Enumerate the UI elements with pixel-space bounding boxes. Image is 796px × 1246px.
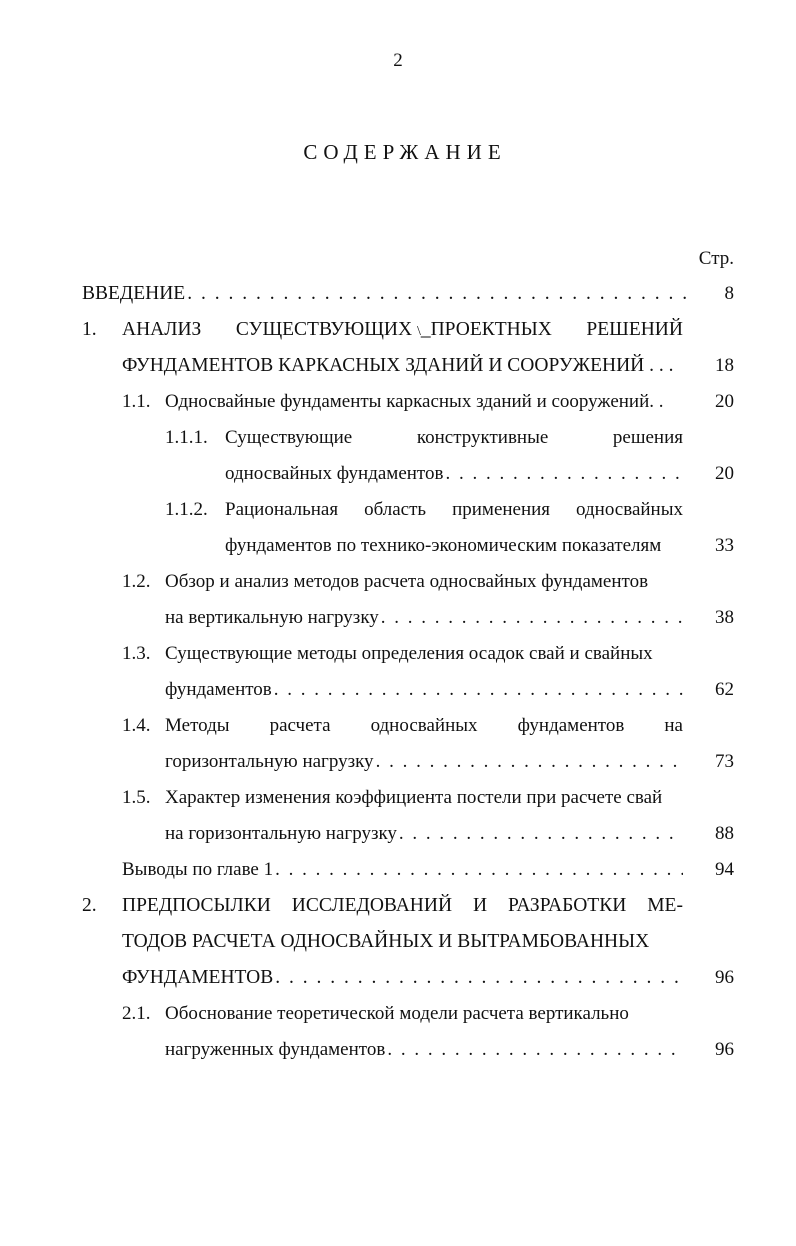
toc-entry-2-1-line-2 — [165, 1036, 683, 1064]
toc-entry-page: 88 — [715, 823, 734, 844]
toc-entry-text: ФУНДАМЕНТОВ — [122, 967, 274, 988]
toc-entry-number: 1.3. — [122, 643, 151, 664]
toc-entry-page: 73 — [715, 751, 734, 772]
toc-entry-conclusions-1[interactable] — [122, 856, 683, 884]
toc-entry-text: Характер изменения коэффициента постели при расчете свай — [165, 787, 663, 808]
word-3: И — [472, 895, 488, 916]
toc-entry-number: 2. — [82, 895, 97, 916]
toc-entry-text — [122, 892, 683, 920]
toc-entry-1-3-line-2 — [165, 676, 683, 704]
toc-entry-text — [225, 496, 683, 524]
dot-leader — [399, 820, 683, 848]
toc-entry-text: Обзор и анализ методов расчета односвайных фундаментов — [165, 571, 649, 592]
toc-entry-page: 38 — [715, 607, 734, 628]
toc-title: СОДЕРЖАНИЕ — [303, 140, 507, 164]
dot-leader — [387, 1036, 683, 1064]
dot-leader — [274, 676, 683, 704]
toc-entry-number: 1.1.1. — [165, 427, 208, 448]
toc-entry-text: фундаментов по технико-экономическим показателям — [225, 535, 662, 556]
toc-entry-text: нагруженных фундаментов — [165, 1039, 386, 1060]
word-2: область — [364, 499, 427, 520]
toc-entry-1-4[interactable] — [122, 712, 683, 740]
word-2: конструктивные — [416, 427, 549, 448]
toc-entry-1-2-line-2 — [165, 604, 683, 632]
toc-entry-number: 1.1. — [122, 391, 151, 412]
toc-entry-text — [225, 424, 683, 452]
toc-entry-chapter-1-line-2 — [122, 352, 683, 380]
toc-entry-text: на вертикальную нагрузку — [165, 607, 379, 628]
toc-entry-text: ТОДОВ РАСЧЕТА ОДНОСВАЙНЫХ И ВЫТРАМБОВАННЫХ — [122, 931, 650, 952]
toc-entry-text: ВВЕДЕНИЕ — [82, 283, 186, 304]
toc-entry-number: 1. — [82, 319, 97, 340]
word-1: Рациональная — [225, 499, 339, 520]
toc-entry-text: на горизонтальную нагрузку — [165, 823, 397, 844]
toc-entry-page: 20 — [715, 463, 734, 484]
toc-entry-page: 20 — [715, 391, 734, 412]
toc-entry-text: ФУНДАМЕНТОВ КАРКАСНЫХ ЗДАНИЙ И СООРУЖЕНИЙ . . . — [122, 355, 674, 376]
toc-entry-text: односвайных фундаментов — [225, 463, 444, 484]
word-4: РАЗРАБОТКИ — [507, 895, 627, 916]
word-1: ПРЕДПОСЫЛКИ — [122, 895, 271, 916]
dot-leader — [376, 748, 683, 776]
word-4: фундаментов — [517, 715, 625, 736]
toc-entry-chapter-2-line-3 — [122, 964, 683, 992]
toc-entry-page: 94 — [715, 859, 734, 880]
toc-entry-text: Существующие методы определения осадок свай и свайных — [165, 643, 653, 664]
word-5: МЕ- — [647, 895, 683, 916]
dot-leader — [275, 856, 683, 884]
toc-entry-1-4-line-2 — [165, 748, 683, 776]
toc-entry-1-5-line-2 — [165, 820, 683, 848]
dot-leader — [445, 460, 683, 488]
page-column-header: Стр. — [698, 248, 734, 269]
toc-entry-number: 1.4. — [122, 715, 151, 736]
toc-entry-chapter-1[interactable] — [82, 316, 683, 344]
toc-entry-number: 2.1. — [122, 1003, 151, 1024]
page-number: 2 — [393, 50, 403, 71]
toc-entry-page: 62 — [715, 679, 734, 700]
dot-leader — [381, 604, 683, 632]
toc-entry-1-1-1-line-2 — [225, 460, 683, 488]
toc-entry-text: Односвайные фундаменты каркасных зданий и сооружений. . — [165, 391, 664, 412]
toc-entry-page: 33 — [715, 535, 734, 556]
word-3: применения — [452, 499, 551, 520]
word-2: ИССЛЕДОВАНИЙ — [291, 895, 453, 916]
toc-entry-chapter-2-line-2 — [122, 928, 683, 956]
toc-entry-number: 1.2. — [122, 571, 151, 592]
toc-entry-1-3[interactable] — [122, 640, 683, 668]
word-4: односвайных — [576, 499, 683, 520]
toc-entry-1-1[interactable] — [122, 388, 683, 416]
word-5: на — [664, 715, 683, 736]
word-3: РЕШЕНИЙ — [586, 319, 683, 340]
toc-entry-number: 1.5. — [122, 787, 151, 808]
toc-entry-page: 96 — [715, 967, 734, 988]
toc-entry-text — [165, 712, 683, 740]
dot-leader — [275, 964, 683, 992]
word-3: решения — [612, 427, 683, 448]
toc-entry-text: Обоснование теоретической модели расчета вертикально — [165, 1003, 629, 1024]
toc-entry-number: 1.1.2. — [165, 499, 208, 520]
dot-leader — [187, 280, 696, 308]
word-3: односвайных — [370, 715, 478, 736]
toc-entry-1-5[interactable] — [122, 784, 683, 812]
toc-entry-text: горизонтальную нагрузку — [165, 751, 374, 772]
toc-entry-2-1[interactable] — [122, 1000, 683, 1028]
toc-entry-page: 8 — [724, 283, 734, 304]
word-2: СУЩЕСТВУЮЩИХ \_ПРОЕКТНЫХ — [235, 319, 552, 340]
toc-entry-page: 18 — [715, 355, 734, 376]
toc-entry-text: фундаментов — [165, 679, 272, 700]
toc-entry-chapter-2[interactable] — [82, 892, 683, 920]
word-1: Методы — [165, 715, 230, 736]
toc-entry-text: Выводы по главе 1 — [122, 859, 274, 880]
toc-entry-1-1-1[interactable] — [165, 424, 683, 452]
word-1: АНАЛИЗ — [122, 319, 202, 340]
word-2: расчета — [269, 715, 331, 736]
toc-entry-1-1-2[interactable] — [165, 496, 683, 524]
toc-entry-introduction[interactable] — [82, 280, 696, 308]
word-1: Существующие — [225, 427, 353, 448]
toc-entry-1-1-2-line-2 — [225, 532, 683, 560]
toc-entry-text — [122, 316, 683, 346]
toc-entry-page: 96 — [715, 1039, 734, 1060]
toc-entry-1-2[interactable] — [122, 568, 683, 596]
